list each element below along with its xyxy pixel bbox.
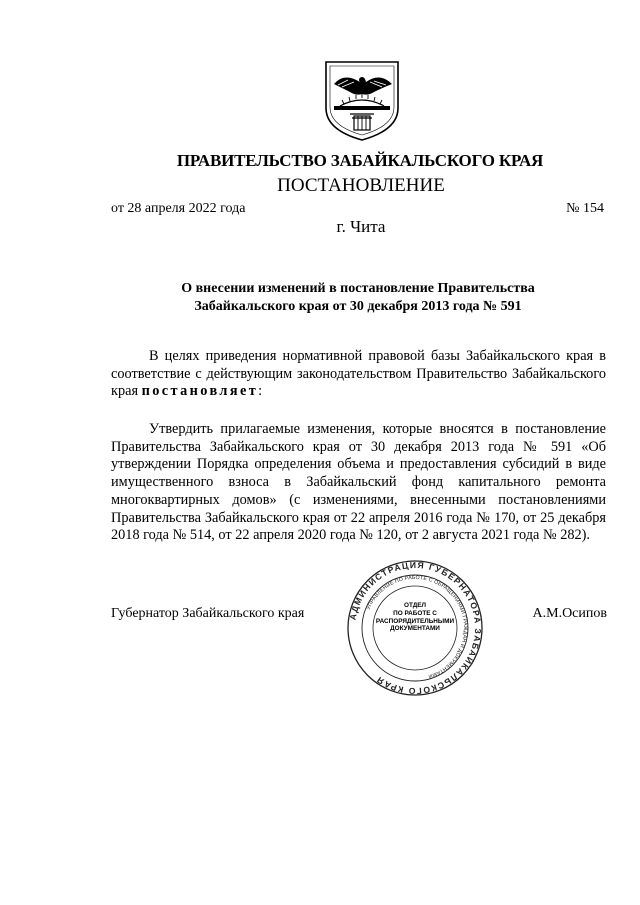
signatory-position: Губернатор Забайкальского края (111, 606, 305, 621)
document-subject (110, 280, 606, 316)
stamp-center-line: РАСПОРЯДИТЕЛЬНЫМИ (375, 617, 455, 625)
stamp-center-text (375, 602, 455, 633)
subject-line-1: О внесении изменений в постановление Правительства (181, 281, 535, 296)
subject-line-2: Забайкальского края от 30 декабря 2013 года № 591 (194, 299, 522, 314)
zabaikalsky-coat-of-arms-icon (320, 58, 404, 142)
government-title: ПРАВИТЕЛЬСТВО ЗАБАЙКАЛЬСКОГО КРАЯ (176, 151, 544, 170)
stamp-inner-text: УПРАВЛЕНИЕ ПО РАБОТЕ С ОБРАЩЕНИЯМИ ГРАЖДАН И ДОКУМЕНТАМИ (365, 574, 469, 680)
signatory-name: А.М.Осипов (532, 606, 607, 621)
preamble-paragraph (111, 348, 606, 401)
stamp-outer-text: АДМИНИСТРАЦИЯ ГУБЕРНАТОРА ЗАБАЙКАЛЬСКОГО КРАЯ (347, 559, 484, 697)
resolution-paragraph: Утвердить прилагаемые изменения, которые вносятся в постановление Правительства Забайкальского края от 30 декабря 2013 года № 591 «Об утверждении Порядка определения объема и предоставления субсидий в виде имущественного взноса в Забайкальский фонд капитального ремонта многоквартирных домов» (с изменениями, внесенными постановлениями Правительства Забайкальского края от 22 апреля 2016 года № 170, от 25 декабря 2018 года № 514, от 22 апреля 2020 года № 120, от 2 августа 2021 года № 282). (111, 421, 606, 544)
coat-of-arms-emblem (320, 58, 404, 142)
stamp-center-line: ПО РАБОТЕ С (393, 609, 437, 617)
stamp-center-line: ОТДЕЛ (403, 602, 426, 609)
resolution-keyword: постановляет (141, 383, 259, 400)
preamble-text: В целях приведения нормативной правовой базы Забайкальского края в соответствие с действующим законодательством Правительство Забайкальского края (111, 348, 606, 400)
preamble-colon: : (258, 383, 263, 400)
official-stamp (345, 558, 485, 698)
document-type: ПОСТАНОВЛЕНИЕ (277, 175, 445, 196)
document-number: № 154 (566, 201, 604, 216)
document-city: г. Чита (336, 217, 386, 236)
document-date: от 28 апреля 2022 года (111, 201, 246, 216)
stamp-center-line: ДОКУМЕНТАМИ (390, 625, 440, 633)
